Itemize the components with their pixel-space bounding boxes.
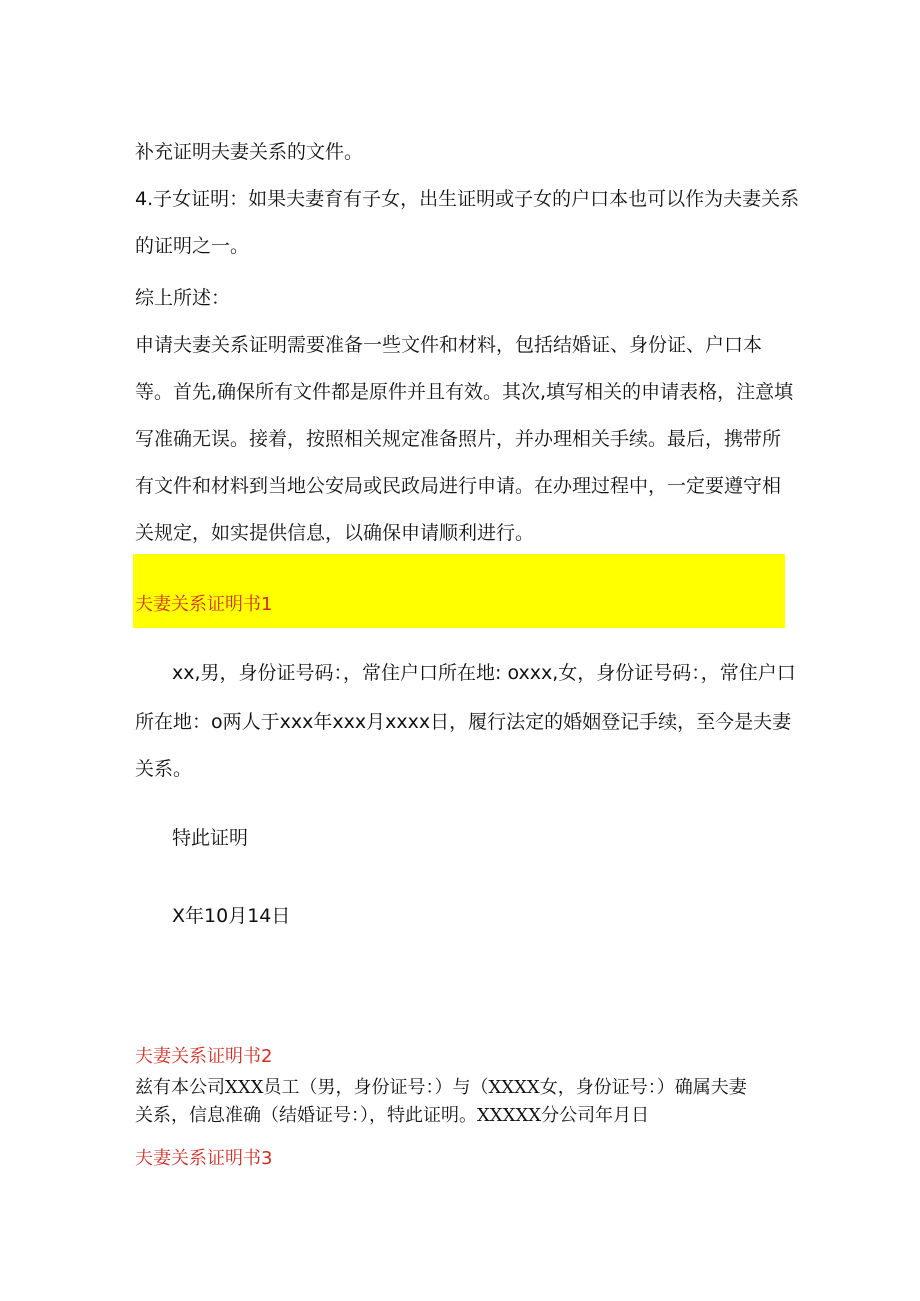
cert3-title: 夫妻关系证明书3 [135,1148,273,1169]
summary-line: 写准确无误。接着，按照相关规定准备照片，并办理相关手续。最后，携带所 [135,428,782,450]
summary-line: 有文件和材料到当地公安局或民政局进行申请。在办理过程中，一定要遵守相 [135,475,782,497]
summary-heading: 综上所述： [135,287,231,309]
summary-line: 等。首先,确保所有文件都是原件并且有效。其次,填写相关的申请表格，注意填 [135,381,794,403]
cert1-body-line: xx,男，身份证号码：，常住户口所在地: oxxx,女，身份证号码：，常住户口 [172,662,796,684]
cert1-title: 夫妻关系证明书1 [135,594,273,615]
cert1-body-line: 关系。 [135,758,193,780]
body-text-line: 4.子女证明：如果夫妻育有子女，出生证明或子女的户口本也可以作为夫妻关系 [135,188,800,210]
body-text-line: 的证明之一。 [135,235,250,257]
cert2-body-line: 兹有本公司XXX员工（男，身份证号：）与（XXXX女，身份证号：）确属夫妻 [135,1077,747,1098]
cert2-body-line: 关系，信息准确（结婚证号：），特此证明。XXXXX分公司年月日 [135,1105,650,1126]
cert1-body-line: 所在地：o两人于xxx年xxx月xxxx日，履行法定的婚姻登记手续，至今是夫妻 [135,711,792,733]
summary-line: 申请夫妻关系证明需要准备一些文件和材料，包括结婚证、身份证、户口本 [135,334,763,356]
cert1-closing: 特此证明 [172,827,249,849]
cert1-date: X年10月14日 [172,905,291,927]
cert2-title: 夫妻关系证明书2 [135,1046,273,1067]
summary-line: 关规定，如实提供信息，以确保申请顺利进行。 [135,522,535,544]
body-text-line: 补充证明夫妻关系的文件。 [135,141,364,163]
